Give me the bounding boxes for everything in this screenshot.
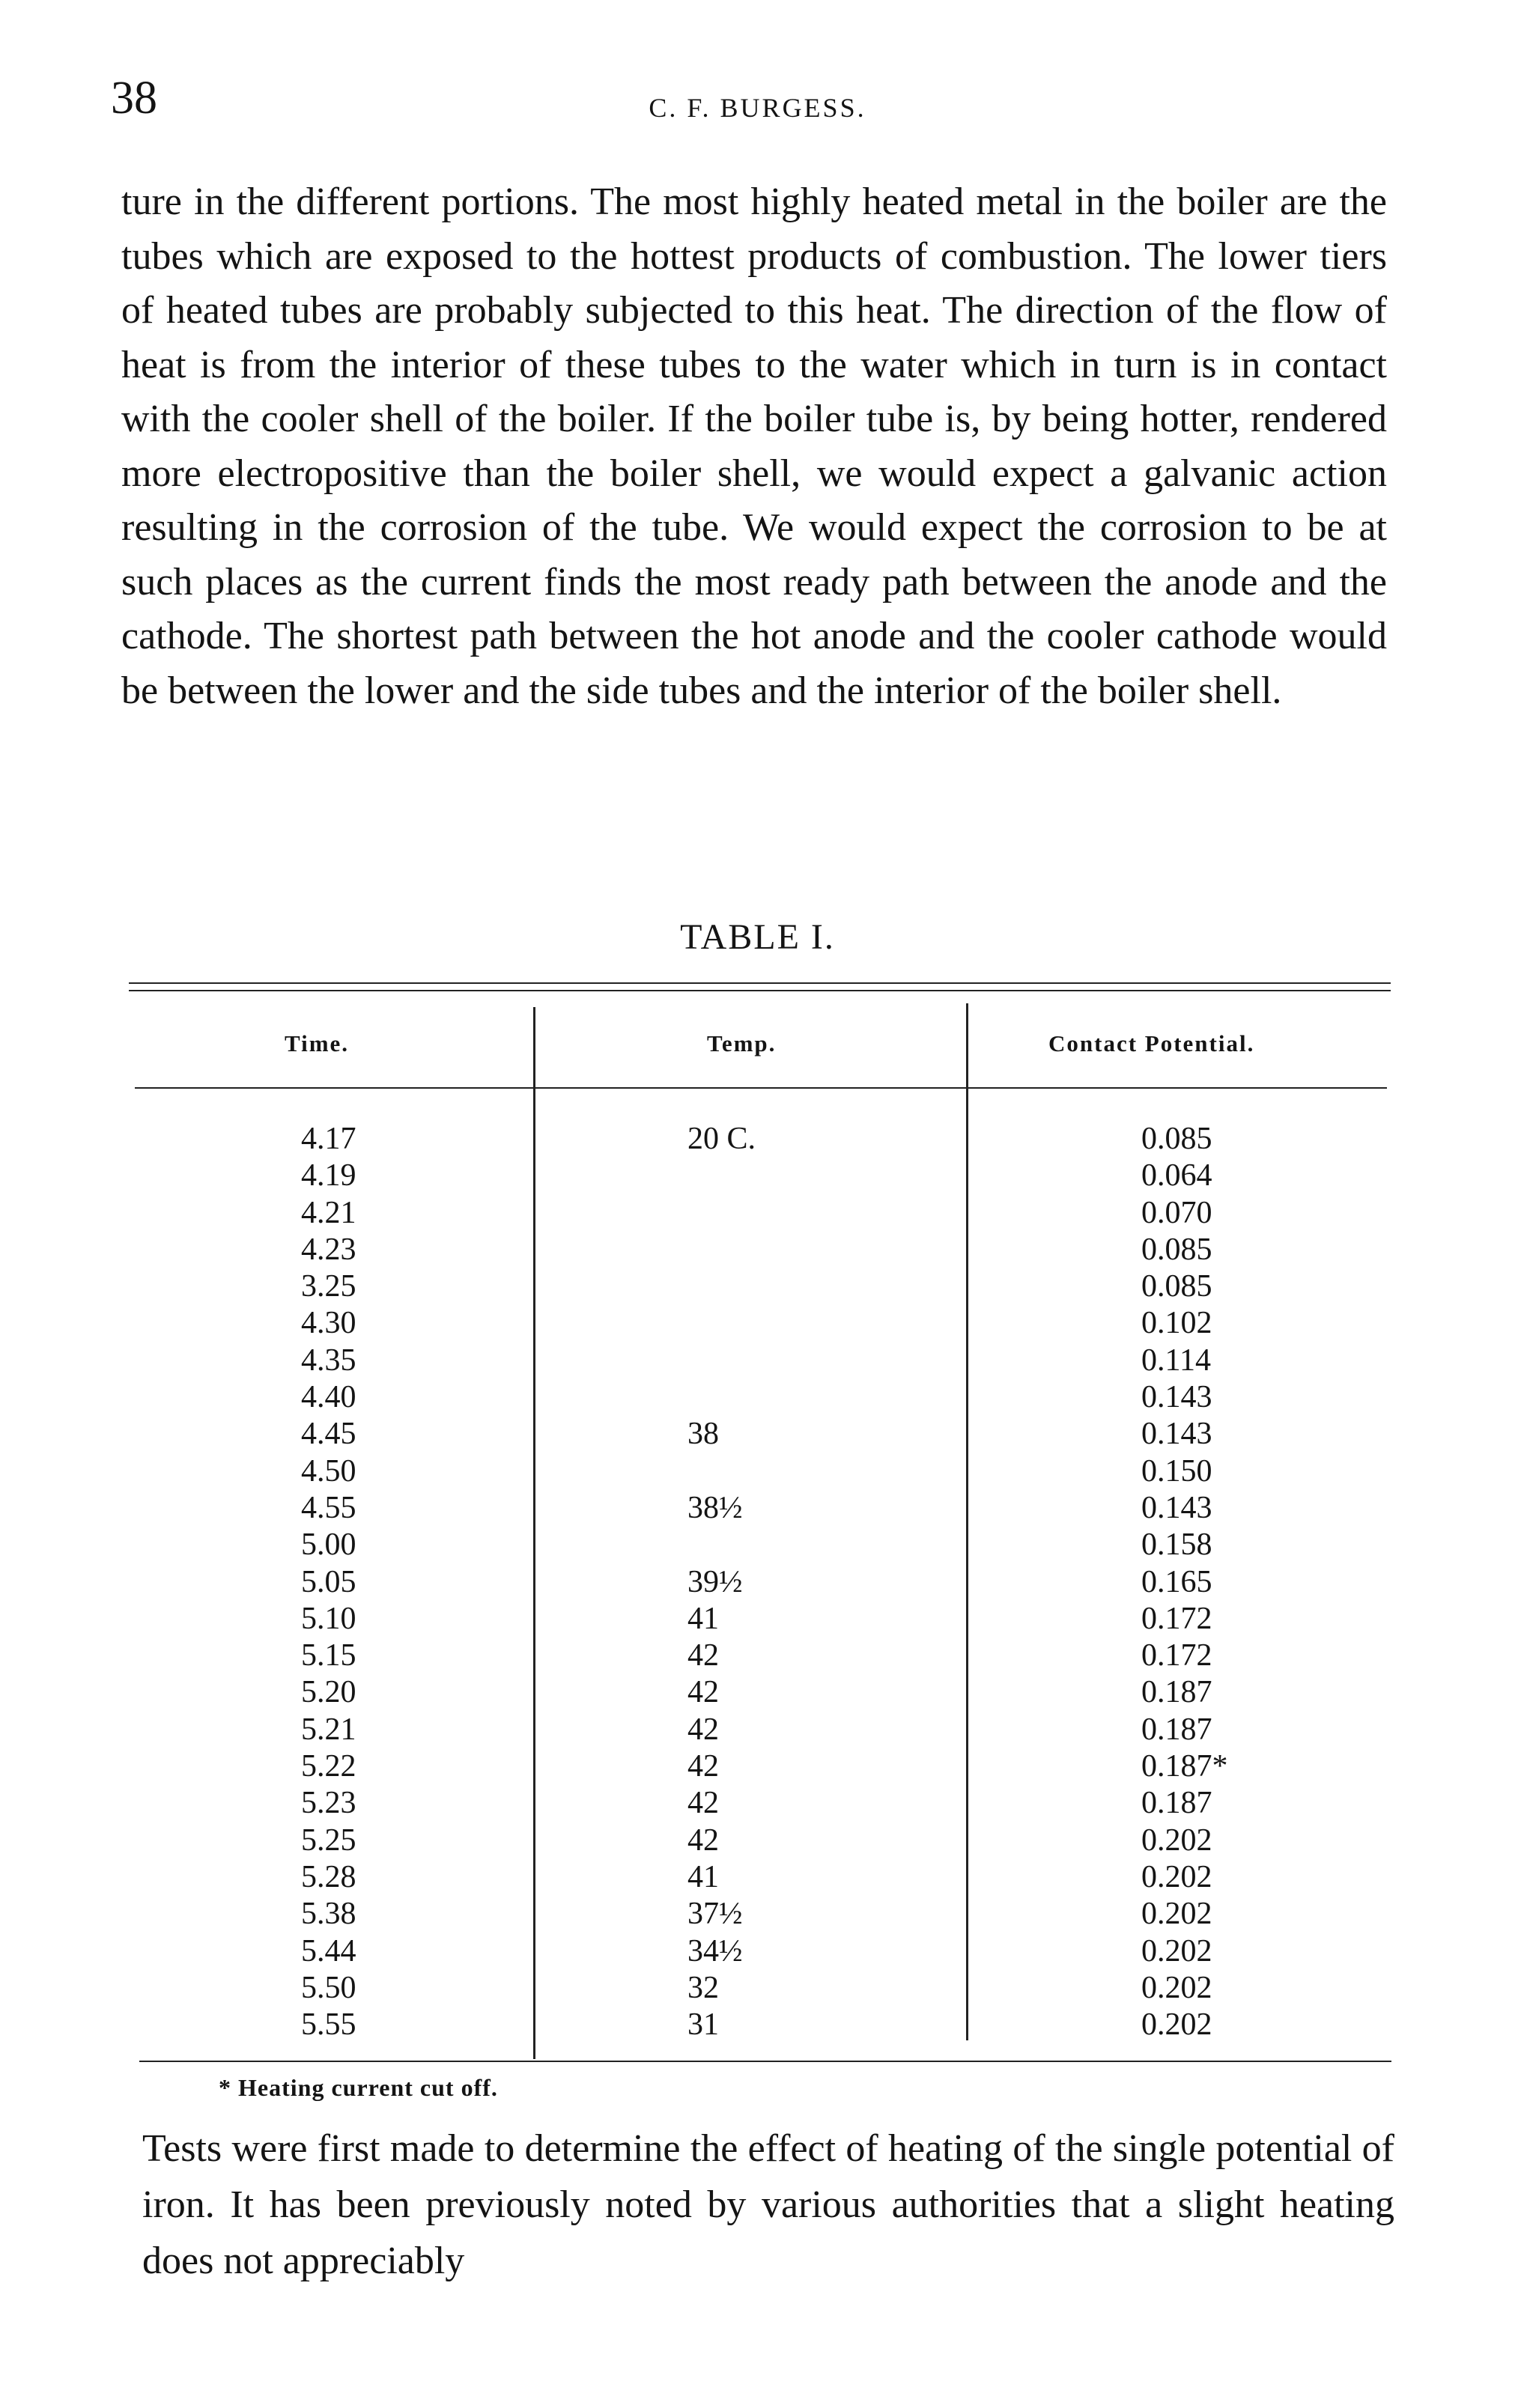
- time-cell: 5.44: [301, 1933, 356, 1968]
- contact-potential-cell: 0.202: [1141, 2007, 1212, 2043]
- table-header-rule: [135, 1087, 1387, 1089]
- table-footnote: * Heating current cut off.: [219, 2074, 498, 2101]
- time-cell: 5.05: [301, 1564, 356, 1599]
- contact-potential-cell: 0.064: [1141, 1158, 1212, 1194]
- time-cell: 4.30: [301, 1306, 356, 1341]
- contact-potential-cell: 0.085: [1141, 1122, 1212, 1156]
- contact-potential-cell: 0.172: [1141, 1638, 1212, 1673]
- contact-potential-column: [1141, 1121, 1228, 2043]
- column-header-time: Time.: [285, 1030, 350, 1056]
- time-cell: 5.00: [301, 1527, 356, 1563]
- contact-potential-cell: 0.085: [1141, 1232, 1212, 1267]
- time-column: [301, 1121, 356, 2043]
- time-cell: 4.55: [301, 1490, 356, 1525]
- time-cell: 5.20: [301, 1675, 356, 1710]
- temp-cell: 41: [687, 1859, 719, 1894]
- contact-potential-cell: 0.158: [1141, 1527, 1212, 1563]
- temp-cell: [687, 1379, 756, 1416]
- temp-cell: 38: [687, 1417, 719, 1452]
- temp-cell: [687, 1232, 756, 1268]
- time-cell: 4.50: [301, 1453, 356, 1489]
- time-cell: 5.10: [301, 1601, 356, 1636]
- time-cell: 4.40: [301, 1380, 356, 1415]
- contact-potential-cell: 0.070: [1141, 1195, 1212, 1230]
- contact-potential-cell: 0.172: [1141, 1601, 1212, 1636]
- temp-cell: [687, 1195, 756, 1232]
- table-title: TABLE I.: [680, 917, 835, 957]
- temp-cell: 42: [687, 1749, 719, 1784]
- time-cell: 4.23: [301, 1232, 356, 1267]
- time-cell: 5.28: [301, 1859, 356, 1894]
- contact-potential-cell: 0.150: [1141, 1453, 1212, 1489]
- contact-potential-cell: 0.202: [1141, 1933, 1212, 1968]
- temp-cell: 39½: [687, 1564, 743, 1599]
- temp-cell: 34½: [687, 1933, 743, 1968]
- time-cell: 4.17: [301, 1122, 356, 1156]
- temp-cell: 42: [687, 1822, 719, 1858]
- time-cell: 5.23: [301, 1786, 356, 1821]
- running-head: C. F. BURGESS.: [649, 93, 866, 123]
- column-header-contact-potential: Contact Potential.: [1048, 1030, 1255, 1056]
- time-cell: 5.25: [301, 1822, 356, 1858]
- table-top-rule-1: [129, 982, 1391, 984]
- column-header-temp: Temp.: [707, 1030, 777, 1056]
- temp-cell: 42: [687, 1786, 719, 1821]
- time-cell: 5.21: [301, 1712, 356, 1747]
- contact-potential-cell: 0.143: [1141, 1417, 1212, 1452]
- paragraph-1: ture in the different portions. The most highly heated metal in the boiler are the tubes which are exposed to the hottest products of combustion. The lower tiers of heated tubes are probably subjected to this heat. The direction of the flow of heat is from the interior of these tubes to the water which in turn is in contact with the cooler shell of the boiler. If the boiler tube is, by being hotter, rendered more electropositive than the boiler shell, we would expect a galvanic action resulting in the corrosion of the tube. We would expect the corrosion to be at such places as the current finds the most ready path between the anode and the cathode. The shortest path between the hot anode and the cooler cathode would be between the lower and the side tubes and the interior of the boiler shell.: [121, 180, 1387, 712]
- temp-cell: 42: [687, 1675, 719, 1710]
- contact-potential-cell: 0.187*: [1141, 1749, 1228, 1784]
- temp-cell: [687, 1268, 756, 1305]
- temp-cell: 32: [687, 1970, 719, 2005]
- time-cell: 4.35: [301, 1343, 356, 1378]
- contact-potential-cell: 0.165: [1141, 1564, 1212, 1599]
- page-number: 38: [111, 73, 157, 124]
- contact-potential-cell: 0.187: [1141, 1675, 1212, 1710]
- time-cell: 4.45: [301, 1417, 356, 1452]
- table-top-rule-2: [129, 990, 1391, 991]
- contact-potential-cell: 0.187: [1141, 1712, 1212, 1747]
- temp-cell: 38½: [687, 1490, 743, 1525]
- temp-cell: [687, 1343, 756, 1379]
- contact-potential-cell: 0.143: [1141, 1490, 1212, 1525]
- time-cell: 5.50: [301, 1970, 356, 2005]
- contact-potential-cell: 0.143: [1141, 1380, 1212, 1415]
- temp-cell: [687, 1305, 756, 1342]
- time-cell: 5.55: [301, 2007, 356, 2043]
- contact-potential-cell: 0.202: [1141, 1897, 1212, 1932]
- contact-potential-cell: 0.102: [1141, 1306, 1212, 1341]
- temp-cell: 31: [687, 2007, 719, 2043]
- time-cell: 3.25: [301, 1269, 356, 1304]
- temp-cell: 42: [687, 1638, 719, 1673]
- temp-cell: 20 C.: [687, 1122, 756, 1156]
- temp-cell: [687, 1453, 756, 1490]
- paragraph-2: Tests were first made to determine the effect of heating of the single potential of iron. It has been previously noted by various authorities that a slight heating does not appreciably: [142, 2127, 1394, 2282]
- contact-potential-cell: 0.085: [1141, 1269, 1212, 1304]
- temp-cell: 42: [687, 1712, 719, 1747]
- temp-cell: [687, 1158, 756, 1194]
- time-cell: 5.38: [301, 1897, 356, 1932]
- time-cell: 5.15: [301, 1638, 356, 1673]
- temp-cell: 37½: [687, 1897, 743, 1932]
- table-column-divider-1: [533, 1007, 535, 2059]
- contact-potential-cell: 0.114: [1141, 1343, 1211, 1378]
- contact-potential-cell: 0.202: [1141, 1970, 1212, 2005]
- contact-potential-cell: 0.202: [1141, 1859, 1212, 1894]
- table-bottom-rule: [139, 2061, 1391, 2062]
- time-cell: 4.19: [301, 1158, 356, 1194]
- table-column-divider-2: [966, 1003, 968, 2040]
- temp-column: [687, 1121, 756, 2043]
- temp-cell: 41: [687, 1601, 719, 1636]
- temp-cell: [687, 1527, 756, 1563]
- contact-potential-cell: 0.187: [1141, 1786, 1212, 1821]
- time-cell: 5.22: [301, 1749, 356, 1784]
- time-cell: 4.21: [301, 1195, 356, 1230]
- contact-potential-cell: 0.202: [1141, 1822, 1212, 1858]
